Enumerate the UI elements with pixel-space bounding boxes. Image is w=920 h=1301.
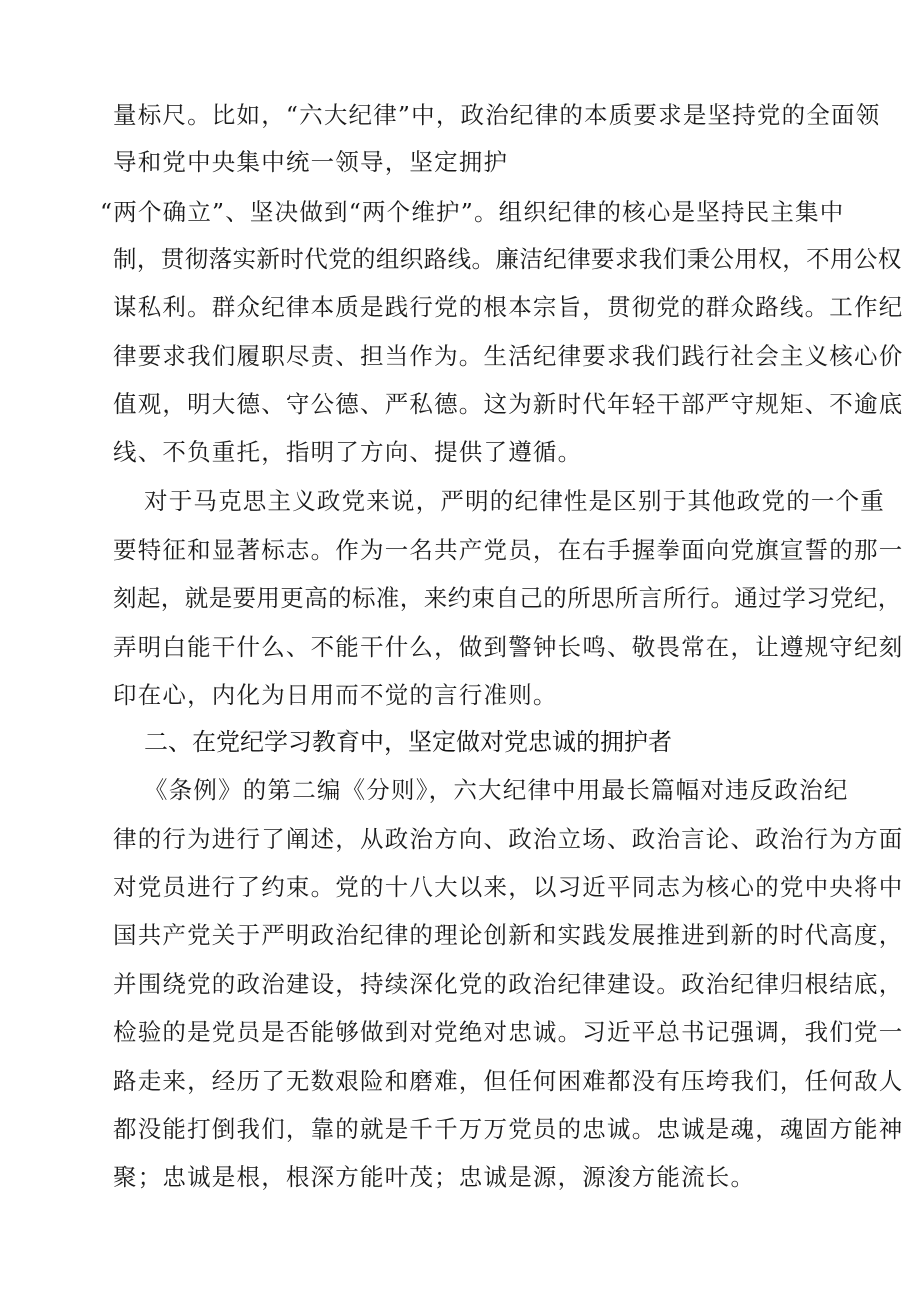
text-line: 谋私利。群众纪律本质是践行党的根本宗旨，贯彻党的群众路线。工作纪 (113, 293, 904, 321)
section-heading: 二、在党纪学习教育中，坚定做对党忠诚的拥护者 (144, 728, 672, 756)
text-line: 导和党中央集中统一领导，坚定拥护 (113, 148, 509, 176)
text-line: 国共产党关于严明政治纪律的理论创新和实践发展推进到新的时代高度， (113, 921, 904, 949)
text-line: 要特征和显著标志。作为一名共产党员，在右手握拳面向党旗宣誓的那一 (113, 536, 904, 564)
text-line: 对党员进行了约束。党的十八大以来，以习近平同志为核心的党中央将中 (113, 873, 904, 901)
text-line: 都没能打倒我们，靠的就是千千万万党员的忠诚。忠诚是魂，魂固方能神 (113, 1115, 904, 1143)
text-line: 弄明白能干什么、不能干什么，做到警钟长鸣、敬畏常在，让遵规守纪刻 (113, 633, 904, 661)
text-line: 《条例》的第二编《分则》，六大纪律中用最长篇幅对违反政治纪 (144, 776, 849, 804)
text-line: 检验的是党员是否能够做到对党绝对忠诚。习近平总书记强调，我们党一 (113, 1018, 904, 1046)
text-line: 量标尺。比如，“六大纪律”中，政治纪律的本质要求是坚持党的全面领 (113, 101, 881, 129)
text-line: 律的行为进行了阐述，从政治方向、政治立场、政治言论、政治行为方面 (113, 825, 904, 853)
text-line: 值观，明大德、守公德、严私德。这为新时代年轻干部严守规矩、不逾底 (113, 390, 904, 418)
text-line: “两个确立”、坚决做到“两个维护”。组织纪律的核心是坚持民主集中 (100, 198, 845, 226)
text-line: 聚；忠诚是根，根深方能叶茂；忠诚是源，源浚方能流长。 (113, 1163, 756, 1191)
text-line: 路走来，经历了无数艰险和磨难，但任何困难都没有压垮我们，任何敌人 (113, 1067, 904, 1095)
text-line: 线、不负重托，指明了方向、提供了遵循。 (113, 438, 583, 466)
text-line: 印在心，内化为日用而不觉的言行准则。 (113, 681, 558, 709)
text-line: 对于马克思主义政党来说，严明的纪律性是区别于其他政党的一个重 (144, 487, 885, 515)
text-line: 刻起，就是要用更高的标准，来约束自己的所思所言所行。通过学习党纪， (113, 584, 902, 612)
text-line: 律要求我们履职尽责、担当作为。生活纪律要求我们践行社会主义核心价 (113, 342, 904, 370)
text-line: 并围绕党的政治建设，持续深化党的政治纪律建设。政治纪律归根结底， (113, 970, 904, 998)
text-line: 制，贯彻落实新时代党的组织路线。廉洁纪律要求我们秉公用权，不用公权 (113, 245, 902, 273)
